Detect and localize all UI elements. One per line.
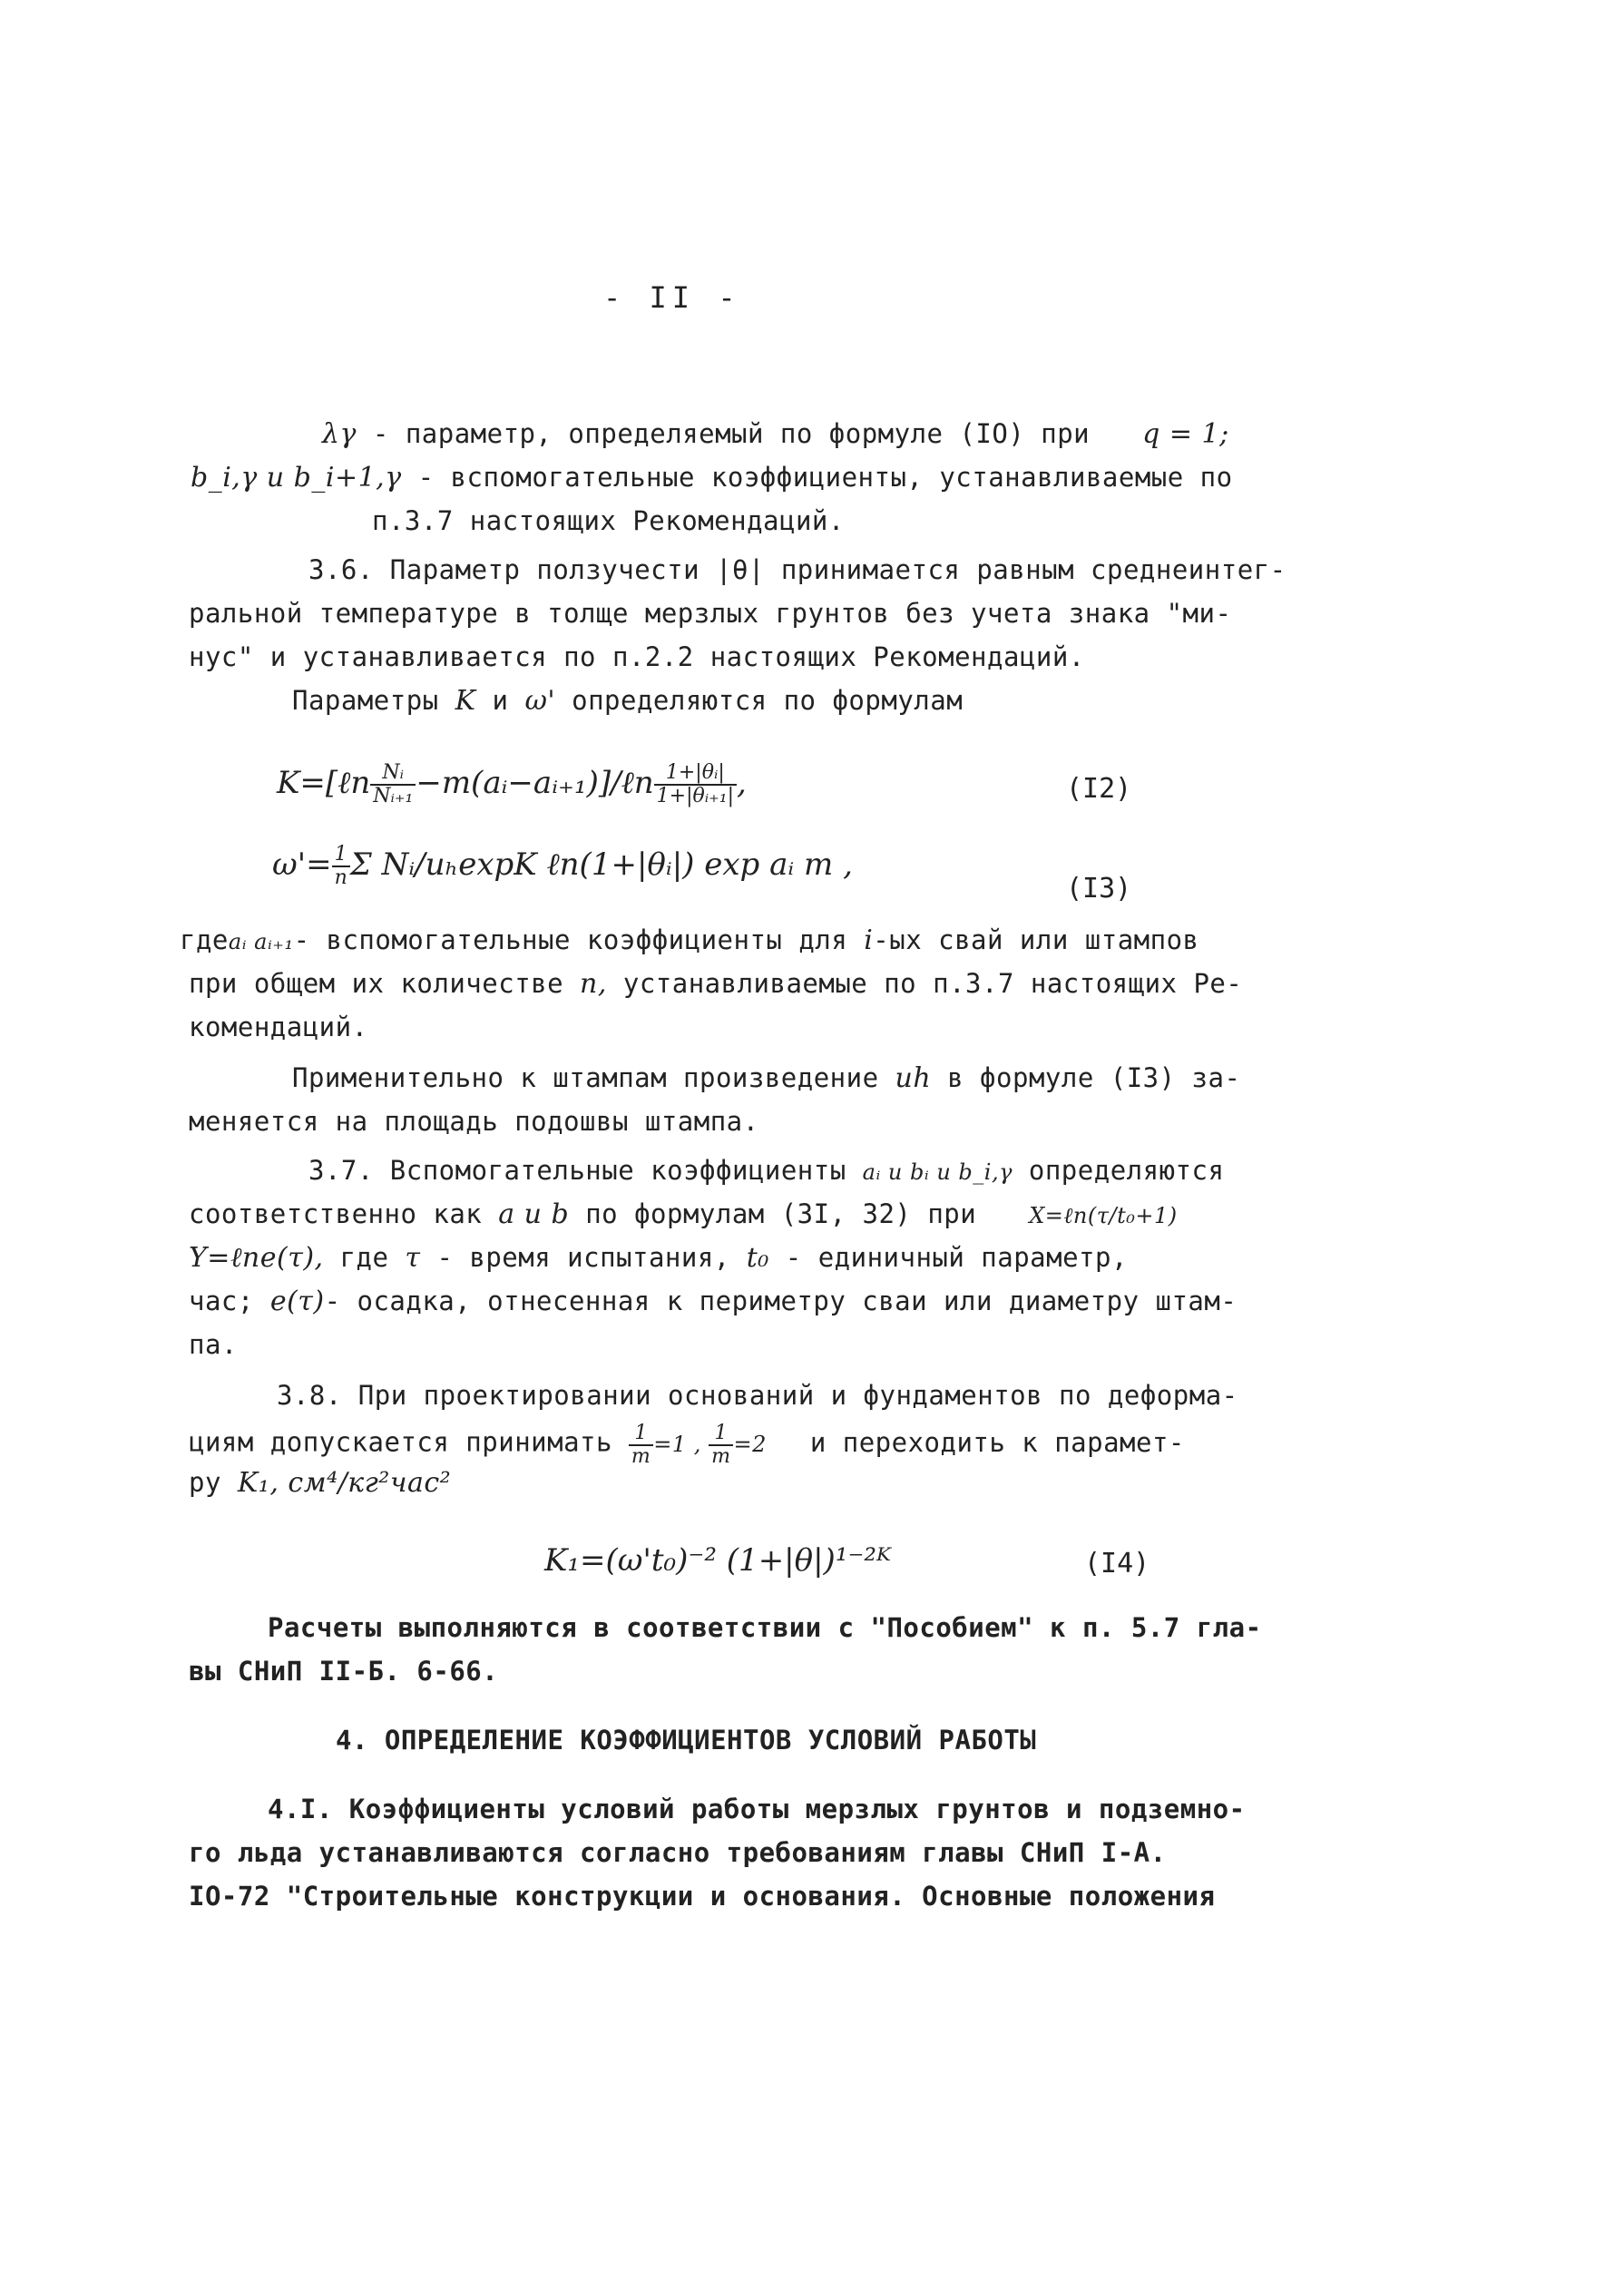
omega-symbol: ω' [524,685,556,717]
formula-12-frac-1 [370,762,416,807]
paragraph-4-1-line-2: го льда устанавливаются согласно требованиям главы СНиП I-А. [189,1837,1167,1868]
paragraph-3-6-line-1: 3.6. Параметр ползучести |θ| принимается равным среднеинтег- [308,554,1286,585]
p37-line2-text-a: соответственно как [189,1198,483,1229]
formula-12-comma: , [737,765,747,801]
i-symbol: i [864,924,874,956]
unit-param-text: - единичный параметр, [785,1242,1128,1273]
t0-symbol: t₀ [746,1242,769,1274]
where-line-1 [180,924,1199,958]
stamps-text-b: в формуле (I3) за- [947,1062,1241,1093]
p37-text-b: определяются [1028,1155,1225,1186]
hour-text: час; [189,1286,254,1316]
b-coeff-text: - вспомогательные коэффициенты, устанавливаемые по [417,462,1233,493]
lambda-param-line [322,417,1229,451]
formula-12-part-b: −m(aᵢ−aᵢ₊₁)]/ℓn [416,765,654,801]
and-word: и [492,685,509,716]
k1-units: K₁, см⁴/кг²час² [237,1467,452,1499]
formula-12 [277,762,747,807]
fraction-2-rhs: =2 [733,1431,767,1457]
fraction-1-num: 1 [629,1423,653,1446]
k-symbol: K [455,685,476,717]
where-word-2: где [339,1242,389,1273]
fraction-2-num: 1 [709,1423,733,1446]
paragraph-4-1-line-1: 4.I. Коэффициенты условий работы мерзлых грунтов и подземно- [268,1794,1246,1824]
fraction-1-rhs: =1 , [653,1431,701,1457]
b-coeff-line [191,461,1233,494]
where-line-3: комендаций. [189,1012,368,1042]
formula-12-frac-1-den: Nᵢ₊₁ [373,785,414,807]
equation-number-14: (I4) [1084,1548,1150,1579]
fraction-lambda-m [629,1422,767,1468]
where-line-2-text-b: устанавливаемые по п.3.7 настоящих Ре- [622,968,1243,999]
formula-14: K₁=(ω't₀)⁻² (1+|θ|)¹⁻²ᴷ [544,1542,892,1579]
where-line-2-text-a: при общем их количестве [189,968,564,999]
paragraph-3-8-line-1: 3.8. При проектировании оснований и фундаментов по деформа- [277,1380,1238,1411]
formula-13 [272,844,853,889]
formula-13-part-a: ω'= [272,846,332,883]
stamps-text-a: Применительно к штампам произведение [292,1062,879,1093]
p37-symbols: aᵢ и bᵢ и b_i,γ [862,1159,1013,1185]
p38-text-b: и переходить к парамет- [809,1426,1185,1458]
e-tau-symbol: e(τ) [269,1286,325,1317]
page-number: - II - [603,280,741,315]
param-word: ру [189,1467,221,1498]
n-symbol: n, [580,968,607,1000]
formula-13-part-b: Σ Nᵢ/uₕexpK ℓn(1+|θᵢ|) exp aᵢ m , [349,846,853,883]
formula-12-frac-1-num: Nᵢ [370,762,416,786]
b-coeff-symbol: b_i,γ и b_i+1,γ [191,462,402,494]
where-word: где [180,924,229,955]
ref-37-line: п.3.7 настоящих Рекомендаций. [372,505,845,536]
paragraph-3-7-line-2 [189,1198,1178,1232]
lambda-symbol: λγ [322,418,357,450]
q-equals-one: q = 1; [1142,418,1229,450]
where-text-1: - вспомогательные коэффициенты для [293,924,848,955]
a-and-b-symbols: a и b [498,1198,570,1230]
p38-text-a: циям допускается принимать [189,1426,612,1458]
paragraph-3-6-line-4 [292,684,963,718]
fraction-2 [709,1423,733,1468]
paragraph-3-6-line-3: нус" и устанавливается по п.2.2 настоящих Рекомендаций. [189,641,1085,672]
paragraph-3-6-line-2: ральной температуре в толще мерзлых грунтов без учета знака "ми- [189,598,1232,629]
calculations-line-1: Расчеты выполняются в соответствии с "Пособием" к п. 5.7 гла- [268,1612,1262,1643]
y-formula: Y=ℓne(τ), [189,1242,324,1274]
lambda-text: - параметр, определяемый по формуле (IO) при [372,418,1091,449]
formula-12-frac-2-num: 1+|θᵢ| [654,762,737,786]
where-line-2 [189,967,1242,1001]
stamps-line-2: меняется на площадь подошвы штампа. [189,1106,759,1137]
paragraph-3-7-line-3 [189,1241,1128,1275]
p37-line2-text-b: по формулам (3I, 32) при [585,1198,977,1229]
paragraph-4-1-line-3: IO-72 "Строительные конструкции и основания. Основные положения [189,1881,1216,1912]
determined-by-text: определяются по формулам [572,685,964,716]
section-4-heading: 4. ОПРЕДЕЛЕНИЕ КОЭФФИЦИЕНТОВ УСЛОВИЙ РАБОТЫ [336,1725,1037,1756]
test-time-text: - время испытания, [436,1242,730,1273]
paragraph-3-7-line-1 [308,1154,1224,1188]
settlement-text: - осадка, отнесенная к периметру сваи или диаметру штам- [324,1286,1238,1316]
equation-number-13: (I3) [1066,873,1132,905]
formula-13-frac-num: 1 [332,844,350,867]
paragraph-3-8-line-2 [189,1423,1185,1468]
calculations-line-2: вы СНиП II-Б. 6-66. [189,1656,499,1687]
paragraph-3-8-line-3 [189,1466,451,1500]
params-label: Параметры [292,685,439,716]
uh-symbol: uh [895,1062,932,1094]
formula-12-part-a: K=[ℓn [277,765,371,801]
fraction-1 [629,1423,653,1468]
fraction-2-den: m [711,1445,731,1468]
p37-text-a: 3.7. Вспомогательные коэффициенты [308,1155,846,1186]
formula-12-frac-2 [654,762,737,807]
fraction-1-den: m [631,1445,651,1468]
paragraph-3-7-line-4 [189,1285,1237,1318]
formula-13-frac-den: n [334,866,347,889]
equation-number-12: (I2) [1066,773,1132,805]
formula-13-frac [332,844,350,889]
where-text-2: -ых свай или штампов [873,924,1199,955]
paragraph-3-7-line-5: па. [189,1329,238,1360]
tau-symbol: τ [405,1242,421,1274]
formula-12-frac-2-den: 1+|θᵢ₊₁| [656,785,735,807]
x-formula: X=ℓn(τ/t₀+1) [1029,1203,1178,1228]
stamps-line-1 [292,1061,1240,1095]
a-coeff-symbol: aᵢ aᵢ₊₁ [228,929,294,954]
